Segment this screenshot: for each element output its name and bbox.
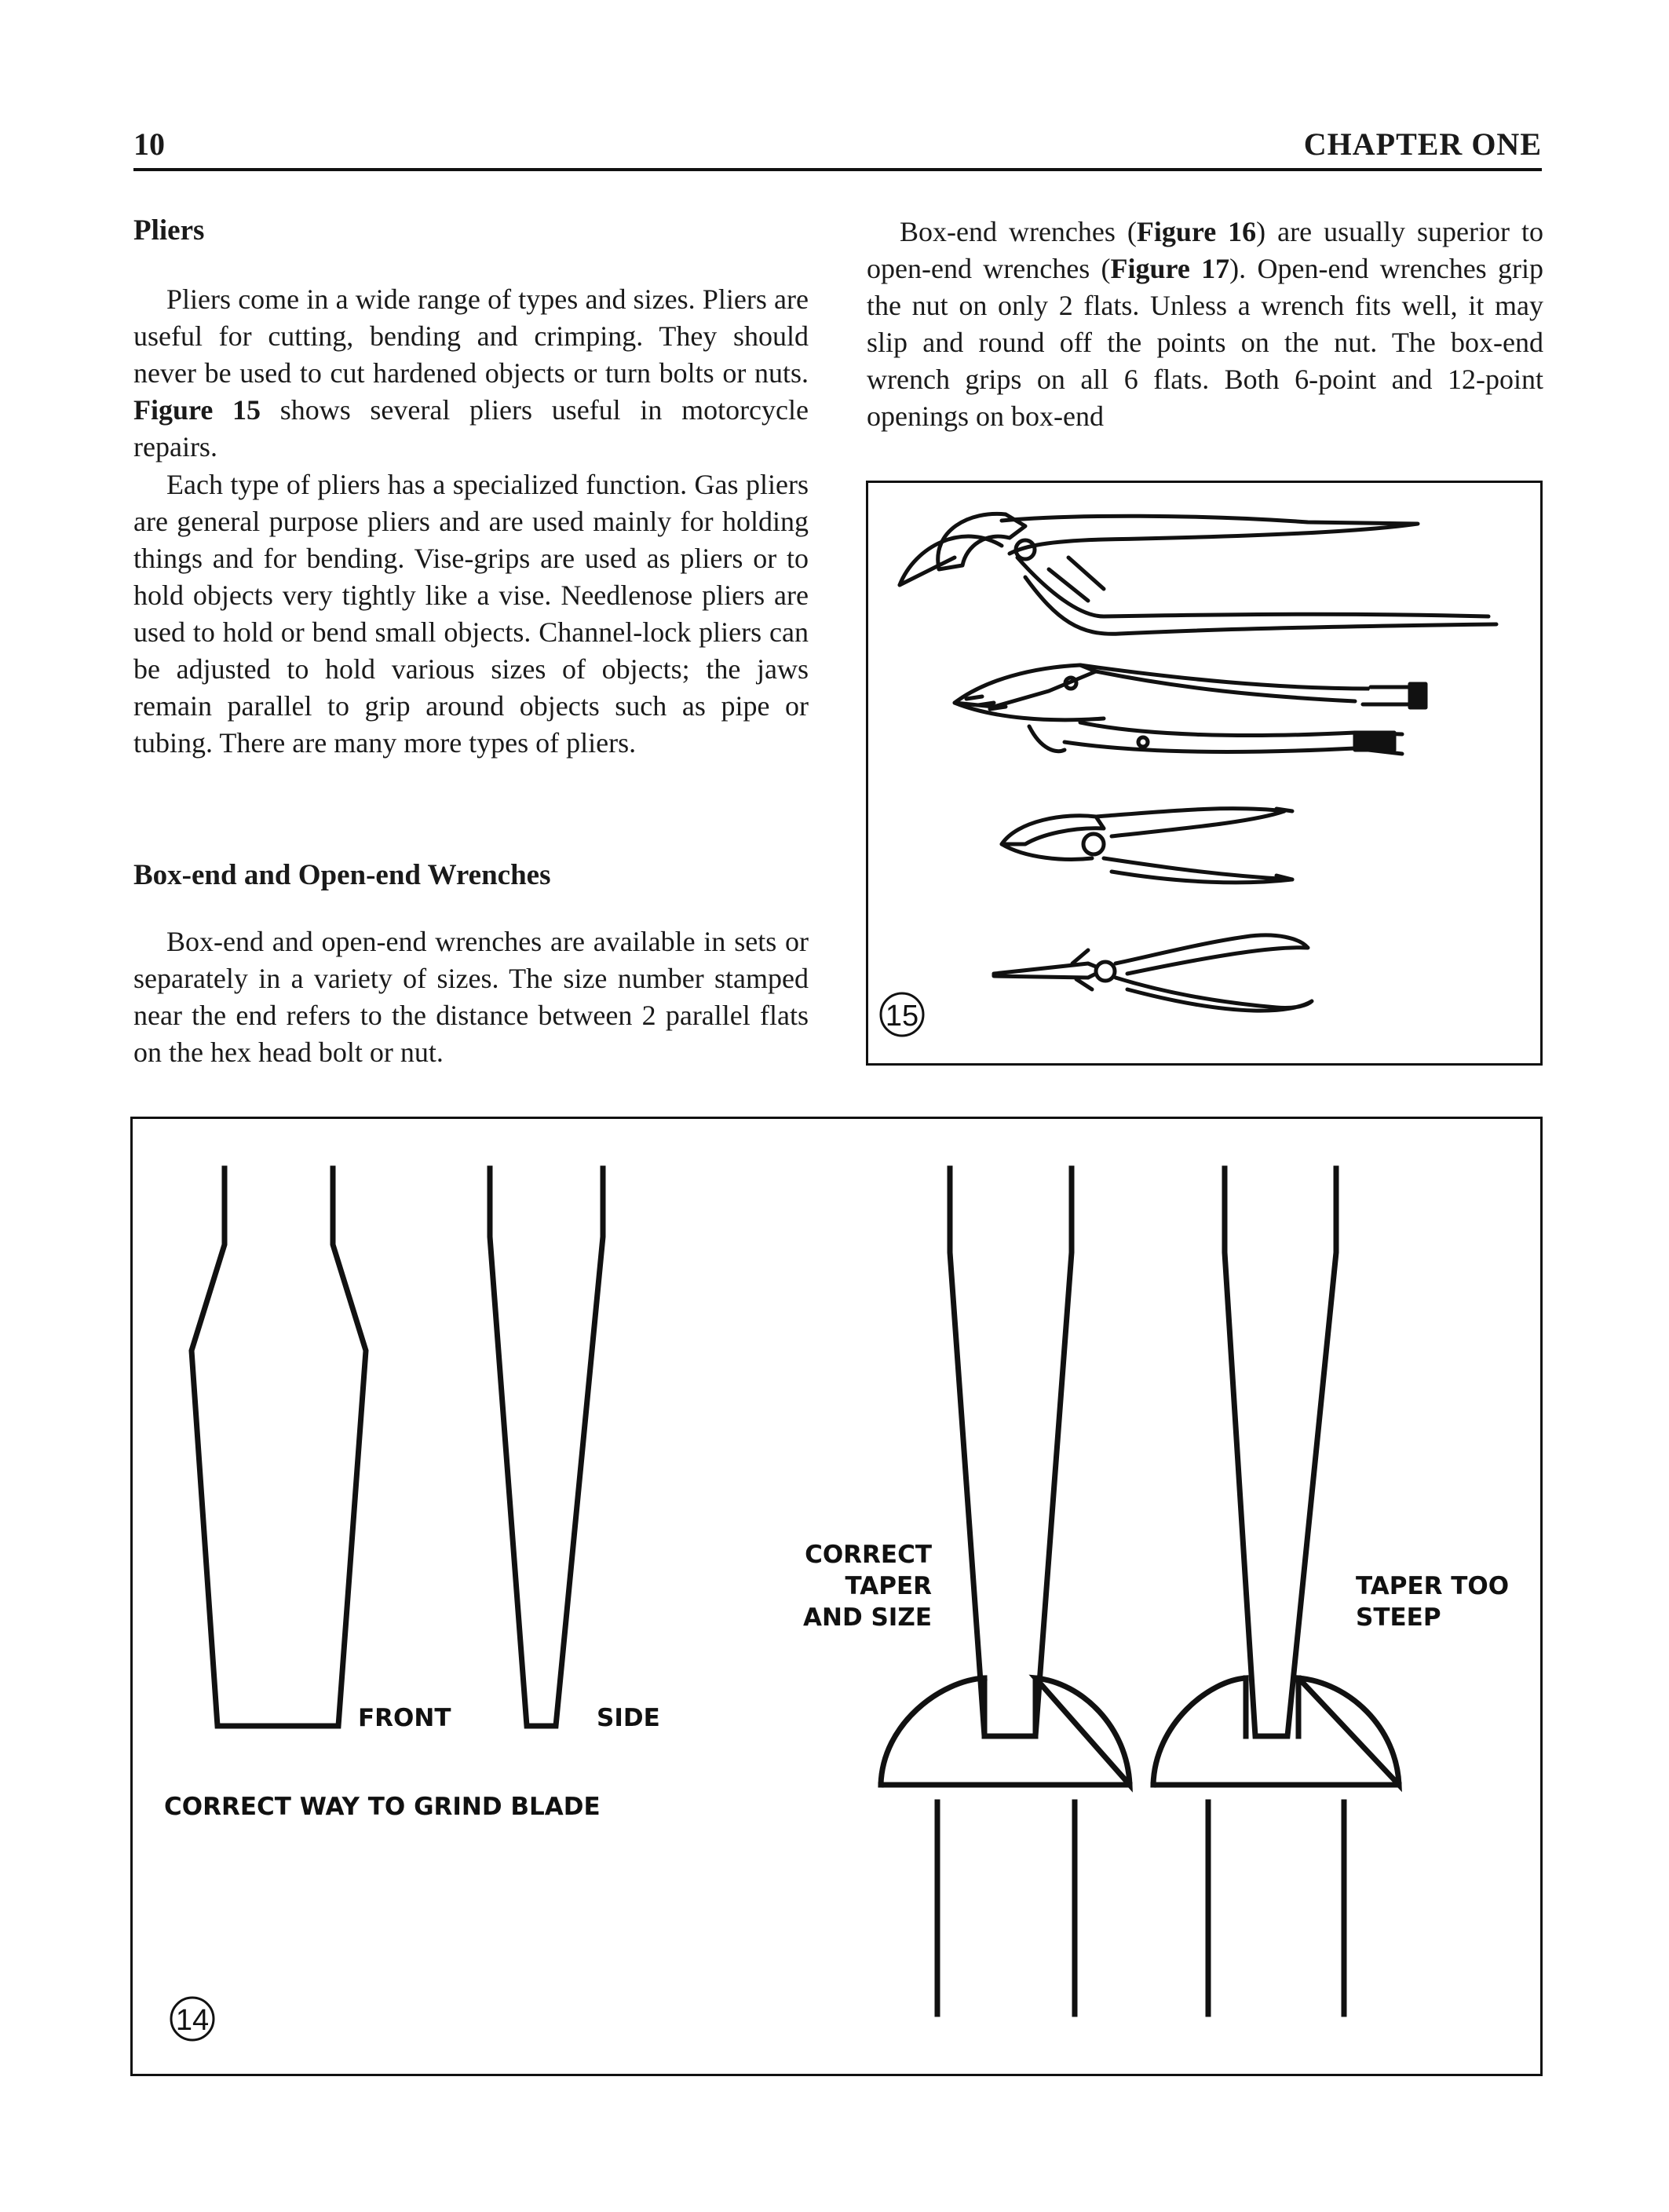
label-steep-line-1: TAPER TOO: [1356, 1572, 1510, 1600]
vise-grip-pliers-icon: [955, 665, 1426, 754]
channel-lock-pliers-icon: [900, 514, 1496, 634]
label-correct-line-3: AND SIZE: [803, 1603, 932, 1632]
label-correct-line-2: TAPER: [845, 1572, 932, 1600]
figure-15: [866, 481, 1543, 1066]
chapter-title: CHAPTER ONE: [1303, 126, 1542, 162]
box-end-text-a: Box-end wrenches (: [900, 216, 1137, 247]
label-steep-line-2: STEEP: [1356, 1603, 1441, 1632]
figure-14-number: 14: [175, 2004, 210, 2037]
box-end-text-b: ) are usually superior to open-end wrenches (: [867, 216, 1543, 284]
figure-15-number: 15: [885, 1000, 919, 1033]
figure-14: [130, 1117, 1543, 2076]
pliers-paragraph-2: Each type of pliers has a specialized function. Gas pliers are general purpose pliers and are used mainly for holding things and for bending. Vise-grips are used as pliers or to hold objects very tightly like a vise. Needlenose pliers are used to hold or bend small objects. Channel-lock pliers can be adjusted to hold various sizes of objects; the jaws remain parallel to grip around objects such as pipe or tubing. There are many more types of pliers.: [133, 469, 809, 759]
figure-15-illustration: [868, 483, 1540, 1063]
figure-15-reference: Figure 15: [133, 394, 261, 426]
pliers-heading: Pliers: [133, 214, 205, 247]
figure-14-illustration: [133, 1119, 1540, 2074]
pliers-p1-text: Pliers come in a wide range of types and sizes. Pliers are useful for cutting, bending and crimping. They should never be used to cut hardened objects or turn bolts or nuts.: [133, 283, 809, 389]
figure-15-number-badge: [881, 993, 923, 1036]
pliers-p1-text-end: shows several pliers useful in motorcycle repairs.: [133, 394, 809, 463]
wrench-paragraph-1: Box-end and open-end wrenches are available in sets or separately in a variety of sizes. The size number stamped near the end refers to the distance between 2 parallel flats on the hex head bolt or nut.: [133, 926, 809, 1068]
label-correct-line-1: CORRECT: [805, 1541, 932, 1569]
box-end-text-c: ). Open-end wrenches grip the nut on only 2 flats. Unless a wrench fits well, it may slip and round off the points on the nut. The box-end wrench grips on all 6 flats. Both 6-point and 12-point openings on box-end: [867, 253, 1543, 432]
gas-pliers-icon: [1002, 809, 1292, 883]
needlenose-pliers-icon: [994, 935, 1312, 1011]
side-view-blade-icon: [490, 1168, 603, 1726]
figure-14-number-badge: [171, 1998, 214, 2040]
wrench-heading: Box-end and Open-end Wrenches: [133, 859, 551, 891]
pliers-paragraph-1: [133, 281, 809, 466]
box-end-paragraph: [867, 214, 1543, 435]
figure-17-reference: Figure 17: [1110, 253, 1230, 284]
front-view-blade-icon: [192, 1168, 366, 1726]
grind-blade-caption: CORRECT WAY TO GRIND BLADE: [164, 1793, 601, 1821]
header-rule: [133, 168, 1542, 171]
label-side: SIDE: [597, 1704, 660, 1732]
page-number: 10: [133, 126, 165, 162]
label-front: FRONT: [358, 1704, 451, 1732]
figure-16-reference: Figure 16: [1136, 216, 1257, 247]
